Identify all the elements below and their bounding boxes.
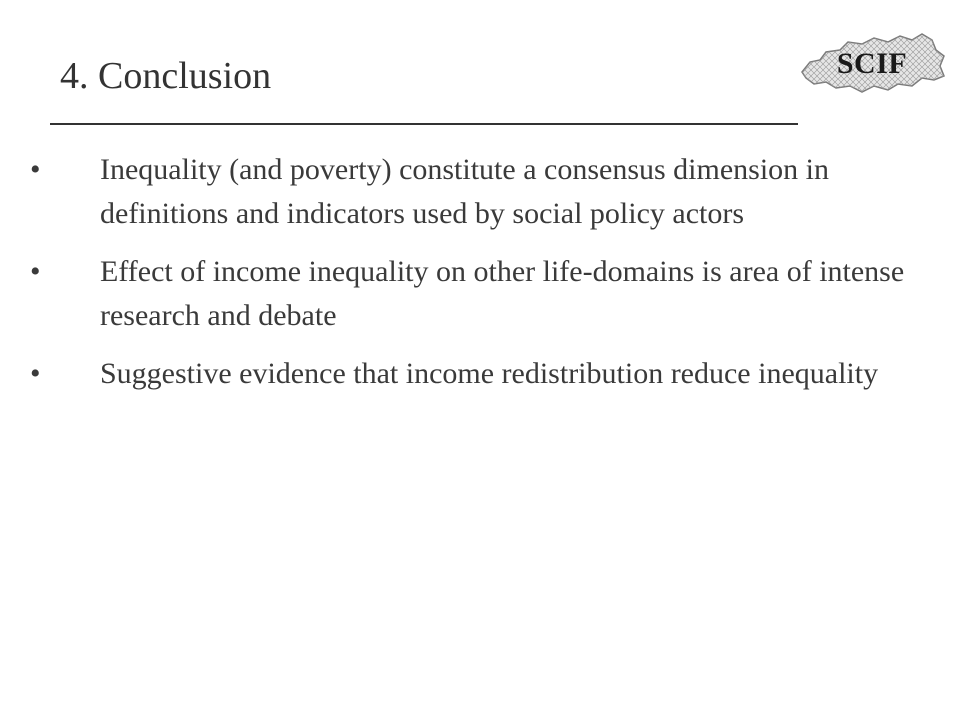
bullet-text: Inequality (and poverty) constitute a consensus dimension in definitions and indicators used by social policy actors	[100, 153, 830, 230]
bullet-dot: •	[30, 255, 41, 288]
bullet-item	[30, 352, 910, 396]
scif-logo	[796, 28, 948, 100]
bullet-item	[30, 148, 910, 236]
slide-title: 4. Conclusion	[60, 55, 272, 97]
title-underline	[50, 123, 798, 125]
bullet-dot: •	[30, 357, 41, 390]
bullet-item	[30, 250, 910, 338]
bullet-list	[30, 148, 910, 410]
bullet-text: Effect of income inequality on other life-domains is area of intense research and debate	[100, 255, 905, 332]
bullet-text: Suggestive evidence that income redistribution reduce inequality	[100, 357, 879, 390]
logo-text: SCIF	[836, 47, 908, 80]
bullet-dot: •	[30, 153, 41, 186]
